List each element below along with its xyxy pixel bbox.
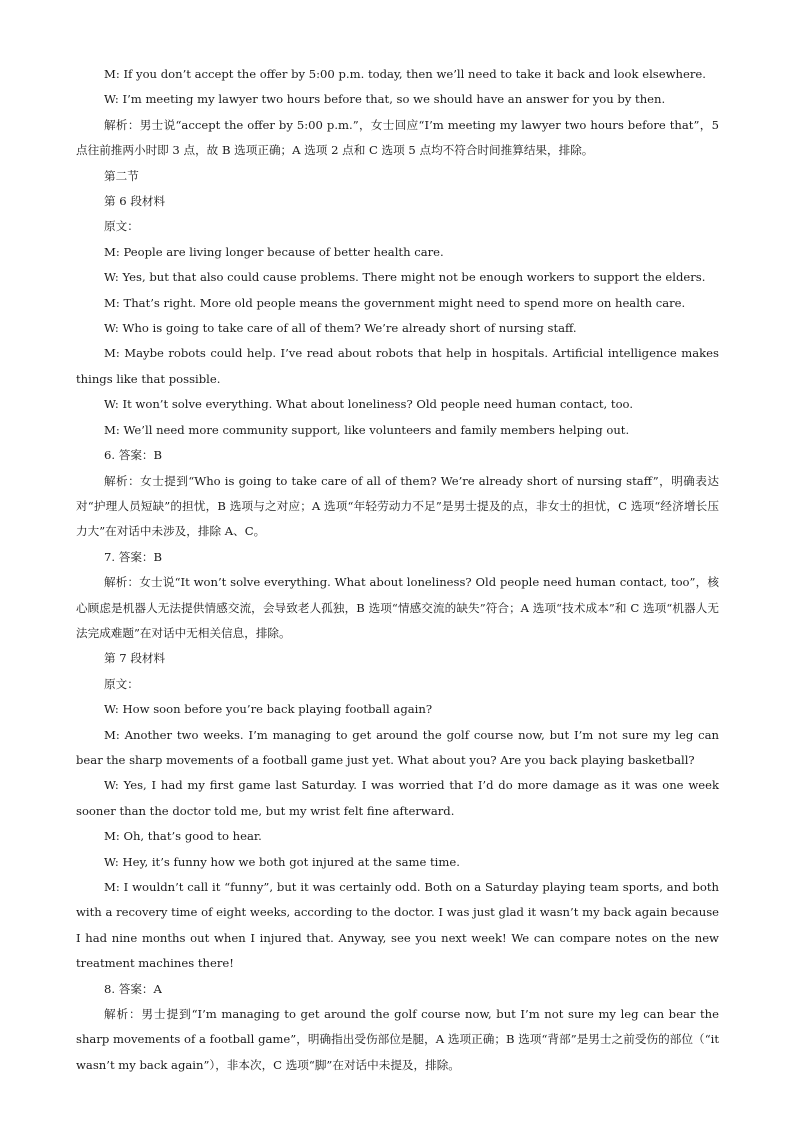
dialogue-line: W: Hey, it’s funny how we both got injured at the same time. <box>104 854 460 869</box>
dialogue-line: M: I wouldn’t call it “funny”, but it was certainly odd. Both on a Saturday playing team sports, and both with a recovery time of eight weeks, according to the doctor. I was just glad it wasn’t my back again because I had nine months out when I injured that. Anyway, see you next week! We can compare notes on the new treatment machines there! <box>76 880 719 971</box>
answer-heading: 7. 答案：B <box>104 549 163 564</box>
answer-heading: 6. 答案：B <box>104 448 163 463</box>
dialogue-line: W: Yes, but that also could cause problems. There might not be enough workers to support the elders. <box>104 270 706 285</box>
analysis-paragraph: 解析：男士提到“I’m managing to get around the golf course now, but I’m not sure my leg can bear the sharp movements of a football game”，明确指出受伤部位是腿，A 选项正确；B 选项“背部”是男士之前受伤的部位（“it wasn’t my back again”），非本次，C 选项“脚”在对话中未提及，排除。 <box>76 1007 719 1072</box>
dialogue-line: M: People are living longer because of better health care. <box>104 244 444 259</box>
dialogue-line: W: Who is going to take care of all of them? We’re already short of nursing staff. <box>104 321 577 336</box>
transcript-label: 原文： <box>104 676 139 691</box>
material-heading: 第 6 段材料 <box>104 194 166 209</box>
dialogue-line: W: How soon before you’re back playing football again? <box>104 702 433 717</box>
transcript-label: 原文： <box>104 219 139 234</box>
dialogue-line: M: Maybe robots could help. I’ve read about robots that help in hospitals. Artificial intelligence makes things like that possible. <box>76 346 719 386</box>
answer-heading: 8. 答案：A <box>104 981 162 996</box>
dialogue-line: M: If you don’t accept the offer by 5:00 p.m. today, then we’ll need to take it back and look elsewhere. <box>104 67 706 81</box>
dialogue-line: W: I’m meeting my lawyer two hours before that, so we should have an answer for you by then. <box>104 92 666 107</box>
dialogue-line: M: That’s right. More old people means the government might need to spend more on health care. <box>104 295 686 310</box>
dialogue-line: W: Yes, I had my first game last Saturday. I was worried that I’d do more damage as it was one week sooner than the doctor told me, but my wrist felt fine afterward. <box>76 778 719 818</box>
analysis-paragraph: 解析：男士说“accept the offer by 5:00 p.m.”，女士回应“I’m meeting my lawyer two hours before that”，5 点往前推两小时即 3 点，故 B 选项正确；A 选项 2 点和 C 选项 5 点均不符合时间推算结果，排除。 <box>76 117 719 158</box>
dialogue-line: M: Another two weeks. I’m managing to get around the golf course now, but I’m not sure my leg can bear the sharp movements of a football game just yet. What about you? Are you back playing basketball? <box>76 727 719 767</box>
section-heading: 第二节 <box>104 168 139 183</box>
analysis-paragraph: 解析：女士说“It won’t solve everything. What about loneliness? Old people need human contact, too”，核心顾虑是机器人无法提供情感交流，会导致老人孤独，B 选项“情感交流的缺失”符合；A 选项“技术成本”和 C 选项“机器人无法完成难题”在对话中无相关信息，排除。 <box>76 575 719 640</box>
dialogue-line: M: Oh, that’s good to hear. <box>104 829 262 844</box>
material-heading: 第 7 段材料 <box>104 651 166 666</box>
document-page <box>76 62 719 1078</box>
dialogue-line: M: We’ll need more community support, like volunteers and family members helping out. <box>104 422 630 437</box>
analysis-paragraph: 解析：女士提到“Who is going to take care of all of them? We’re already short of nursing staff”，明确表达对“护理人员短缺”的担忧，B 选项与之对应；A 选项“年轻劳动力不足”是男士提及的点，非女士的担忧，C 选项“经济增长压力大”在对话中未涉及，排除 A、C。 <box>76 473 719 539</box>
dialogue-line: W: It won’t solve everything. What about loneliness? Old people need human contact, too. <box>104 397 634 412</box>
